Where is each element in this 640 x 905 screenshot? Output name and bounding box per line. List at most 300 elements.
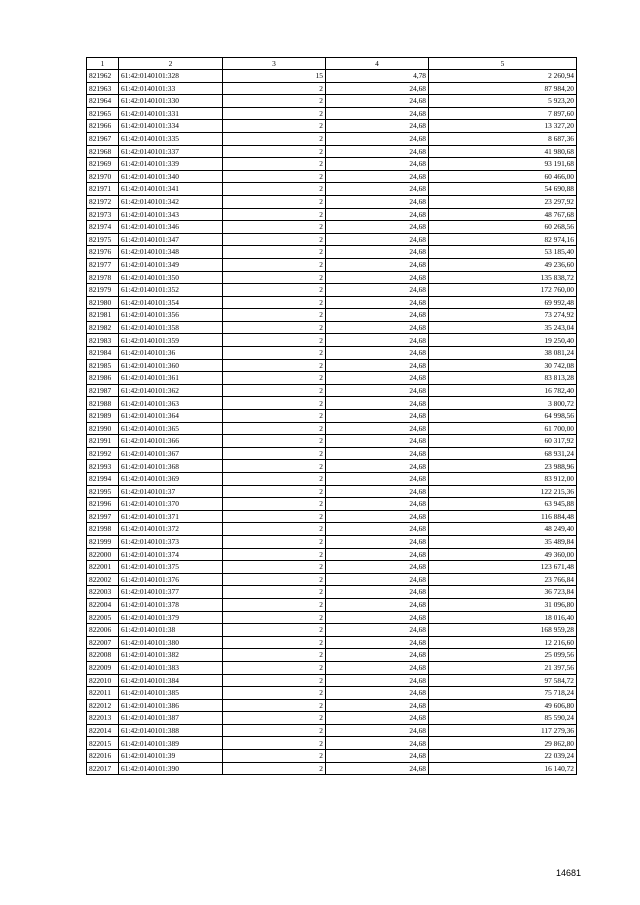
quantity-cell: 2 bbox=[223, 397, 326, 410]
row-number-cell: 822000 bbox=[87, 548, 119, 561]
row-number-cell: 821988 bbox=[87, 397, 119, 410]
amount-cell: 135 838,72 bbox=[429, 271, 577, 284]
cadastral-number-cell: 61:42:0140101:387 bbox=[119, 712, 223, 725]
table-row bbox=[87, 170, 577, 183]
table-row bbox=[87, 485, 577, 498]
quantity-cell: 2 bbox=[223, 737, 326, 750]
data-table bbox=[86, 57, 577, 775]
table-row bbox=[87, 183, 577, 196]
cadastral-number-cell: 61:42:0140101:350 bbox=[119, 271, 223, 284]
quantity-cell: 2 bbox=[223, 548, 326, 561]
amount-cell: 22 039,24 bbox=[429, 750, 577, 763]
row-number-cell: 821978 bbox=[87, 271, 119, 284]
quantity-cell: 2 bbox=[223, 485, 326, 498]
rate-cell: 24,68 bbox=[326, 132, 429, 145]
table-row bbox=[87, 750, 577, 763]
rate-cell: 24,68 bbox=[326, 762, 429, 775]
header-row bbox=[87, 58, 577, 70]
row-number-cell: 822010 bbox=[87, 674, 119, 687]
row-number-cell: 821982 bbox=[87, 321, 119, 334]
rate-cell: 24,68 bbox=[326, 561, 429, 574]
table-row bbox=[87, 95, 577, 108]
row-number-cell: 822006 bbox=[87, 624, 119, 637]
row-number-cell: 821989 bbox=[87, 410, 119, 423]
quantity-cell: 2 bbox=[223, 724, 326, 737]
table-row bbox=[87, 598, 577, 611]
quantity-cell: 2 bbox=[223, 132, 326, 145]
quantity-cell: 2 bbox=[223, 410, 326, 423]
rate-cell: 24,68 bbox=[326, 624, 429, 637]
amount-cell: 53 185,40 bbox=[429, 246, 577, 259]
amount-cell: 16 782,40 bbox=[429, 384, 577, 397]
rate-cell: 24,68 bbox=[326, 321, 429, 334]
quantity-cell: 2 bbox=[223, 321, 326, 334]
cadastral-number-cell: 61:42:0140101:378 bbox=[119, 598, 223, 611]
row-number-cell: 821969 bbox=[87, 158, 119, 171]
quantity-cell: 2 bbox=[223, 611, 326, 624]
table-row bbox=[87, 561, 577, 574]
cadastral-number-cell: 61:42:0140101:380 bbox=[119, 636, 223, 649]
cadastral-number-cell: 61:42:0140101:339 bbox=[119, 158, 223, 171]
rate-cell: 24,68 bbox=[326, 410, 429, 423]
rate-cell: 24,68 bbox=[326, 611, 429, 624]
column-header-2: 2 bbox=[119, 58, 223, 70]
cadastral-number-cell: 61:42:0140101:342 bbox=[119, 195, 223, 208]
amount-cell: 30 742,08 bbox=[429, 359, 577, 372]
row-number-cell: 821987 bbox=[87, 384, 119, 397]
row-number-cell: 821992 bbox=[87, 447, 119, 460]
amount-cell: 49 360,00 bbox=[429, 548, 577, 561]
rate-cell: 24,68 bbox=[326, 573, 429, 586]
rate-cell: 24,68 bbox=[326, 158, 429, 171]
cadastral-number-cell: 61:42:0140101:330 bbox=[119, 95, 223, 108]
quantity-cell: 2 bbox=[223, 145, 326, 158]
cadastral-number-cell: 61:42:0140101:375 bbox=[119, 561, 223, 574]
table-row bbox=[87, 334, 577, 347]
quantity-cell: 2 bbox=[223, 561, 326, 574]
cadastral-number-cell: 61:42:0140101:361 bbox=[119, 372, 223, 385]
amount-cell: 83 813,28 bbox=[429, 372, 577, 385]
amount-cell: 36 723,84 bbox=[429, 586, 577, 599]
table-row bbox=[87, 548, 577, 561]
rate-cell: 24,68 bbox=[326, 661, 429, 674]
cadastral-number-cell: 61:42:0140101:386 bbox=[119, 699, 223, 712]
row-number-cell: 821994 bbox=[87, 473, 119, 486]
row-number-cell: 822016 bbox=[87, 750, 119, 763]
cadastral-number-cell: 61:42:0140101:36 bbox=[119, 347, 223, 360]
amount-cell: 35 243,04 bbox=[429, 321, 577, 334]
table-row bbox=[87, 70, 577, 83]
amount-cell: 87 984,20 bbox=[429, 82, 577, 95]
rate-cell: 24,68 bbox=[326, 95, 429, 108]
rate-cell: 4,78 bbox=[326, 70, 429, 83]
amount-cell: 116 884,48 bbox=[429, 510, 577, 523]
row-number-cell: 821993 bbox=[87, 460, 119, 473]
table-row bbox=[87, 460, 577, 473]
table-row bbox=[87, 535, 577, 548]
row-number-cell: 822007 bbox=[87, 636, 119, 649]
row-number-cell: 821965 bbox=[87, 107, 119, 120]
quantity-cell: 2 bbox=[223, 498, 326, 511]
row-number-cell: 822003 bbox=[87, 586, 119, 599]
rate-cell: 24,68 bbox=[326, 737, 429, 750]
quantity-cell: 2 bbox=[223, 208, 326, 221]
amount-cell: 60 268,56 bbox=[429, 221, 577, 234]
row-number-cell: 821975 bbox=[87, 233, 119, 246]
column-header-5: 5 bbox=[429, 58, 577, 70]
table-row bbox=[87, 158, 577, 171]
quantity-cell: 2 bbox=[223, 384, 326, 397]
cadastral-number-cell: 61:42:0140101:331 bbox=[119, 107, 223, 120]
quantity-cell: 2 bbox=[223, 573, 326, 586]
cadastral-number-cell: 61:42:0140101:363 bbox=[119, 397, 223, 410]
amount-cell: 85 590,24 bbox=[429, 712, 577, 725]
quantity-cell: 2 bbox=[223, 95, 326, 108]
quantity-cell: 2 bbox=[223, 473, 326, 486]
cadastral-number-cell: 61:42:0140101:354 bbox=[119, 296, 223, 309]
cadastral-number-cell: 61:42:0140101:341 bbox=[119, 183, 223, 196]
table-row bbox=[87, 296, 577, 309]
amount-cell: 97 584,72 bbox=[429, 674, 577, 687]
quantity-cell: 2 bbox=[223, 674, 326, 687]
cadastral-number-cell: 61:42:0140101:389 bbox=[119, 737, 223, 750]
quantity-cell: 2 bbox=[223, 636, 326, 649]
rate-cell: 24,68 bbox=[326, 296, 429, 309]
quantity-cell: 2 bbox=[223, 258, 326, 271]
rate-cell: 24,68 bbox=[326, 598, 429, 611]
amount-cell: 2 260,94 bbox=[429, 70, 577, 83]
row-number-cell: 821985 bbox=[87, 359, 119, 372]
table-row bbox=[87, 397, 577, 410]
amount-cell: 82 974,16 bbox=[429, 233, 577, 246]
quantity-cell: 2 bbox=[223, 447, 326, 460]
rate-cell: 24,68 bbox=[326, 649, 429, 662]
row-number-cell: 821995 bbox=[87, 485, 119, 498]
table-row bbox=[87, 321, 577, 334]
cadastral-number-cell: 61:42:0140101:349 bbox=[119, 258, 223, 271]
amount-cell: 8 687,36 bbox=[429, 132, 577, 145]
quantity-cell: 2 bbox=[223, 750, 326, 763]
amount-cell: 73 274,92 bbox=[429, 309, 577, 322]
quantity-cell: 2 bbox=[223, 120, 326, 133]
cadastral-number-cell: 61:42:0140101:346 bbox=[119, 221, 223, 234]
cadastral-number-cell: 61:42:0140101:335 bbox=[119, 132, 223, 145]
rate-cell: 24,68 bbox=[326, 586, 429, 599]
table-row bbox=[87, 195, 577, 208]
row-number-cell: 821962 bbox=[87, 70, 119, 83]
row-number-cell: 821996 bbox=[87, 498, 119, 511]
cadastral-number-cell: 61:42:0140101:358 bbox=[119, 321, 223, 334]
quantity-cell: 2 bbox=[223, 624, 326, 637]
table-row bbox=[87, 611, 577, 624]
rate-cell: 24,68 bbox=[326, 397, 429, 410]
amount-cell: 48 249,40 bbox=[429, 523, 577, 536]
cadastral-number-cell: 61:42:0140101:369 bbox=[119, 473, 223, 486]
cadastral-number-cell: 61:42:0140101:368 bbox=[119, 460, 223, 473]
cadastral-number-cell: 61:42:0140101:352 bbox=[119, 284, 223, 297]
cadastral-number-cell: 61:42:0140101:373 bbox=[119, 535, 223, 548]
rate-cell: 24,68 bbox=[326, 498, 429, 511]
row-number-cell: 821966 bbox=[87, 120, 119, 133]
amount-cell: 64 998,56 bbox=[429, 410, 577, 423]
amount-cell: 29 862,80 bbox=[429, 737, 577, 750]
quantity-cell: 2 bbox=[223, 598, 326, 611]
cadastral-number-cell: 61:42:0140101:377 bbox=[119, 586, 223, 599]
amount-cell: 35 489,84 bbox=[429, 535, 577, 548]
cadastral-number-cell: 61:42:0140101:371 bbox=[119, 510, 223, 523]
table-row bbox=[87, 120, 577, 133]
rate-cell: 24,68 bbox=[326, 535, 429, 548]
rate-cell: 24,68 bbox=[326, 258, 429, 271]
cadastral-number-cell: 61:42:0140101:384 bbox=[119, 674, 223, 687]
table-row bbox=[87, 573, 577, 586]
rate-cell: 24,68 bbox=[326, 347, 429, 360]
amount-cell: 172 760,00 bbox=[429, 284, 577, 297]
quantity-cell: 2 bbox=[223, 762, 326, 775]
quantity-cell: 2 bbox=[223, 712, 326, 725]
rate-cell: 24,68 bbox=[326, 687, 429, 700]
table-row bbox=[87, 586, 577, 599]
quantity-cell: 15 bbox=[223, 70, 326, 83]
row-number-cell: 821972 bbox=[87, 195, 119, 208]
table-row bbox=[87, 132, 577, 145]
rate-cell: 24,68 bbox=[326, 208, 429, 221]
table-row bbox=[87, 435, 577, 448]
row-number-cell: 822017 bbox=[87, 762, 119, 775]
amount-cell: 23 988,96 bbox=[429, 460, 577, 473]
row-number-cell: 822013 bbox=[87, 712, 119, 725]
row-number-cell: 822012 bbox=[87, 699, 119, 712]
amount-cell: 7 897,60 bbox=[429, 107, 577, 120]
cadastral-number-cell: 61:42:0140101:340 bbox=[119, 170, 223, 183]
row-number-cell: 821979 bbox=[87, 284, 119, 297]
row-number-cell: 821976 bbox=[87, 246, 119, 259]
rate-cell: 24,68 bbox=[326, 674, 429, 687]
rate-cell: 24,68 bbox=[326, 460, 429, 473]
page-number: 14681 bbox=[556, 868, 582, 878]
quantity-cell: 2 bbox=[223, 510, 326, 523]
cadastral-number-cell: 61:42:0140101:383 bbox=[119, 661, 223, 674]
column-header-3: 3 bbox=[223, 58, 326, 70]
rate-cell: 24,68 bbox=[326, 82, 429, 95]
amount-cell: 48 767,68 bbox=[429, 208, 577, 221]
table-row bbox=[87, 737, 577, 750]
quantity-cell: 2 bbox=[223, 246, 326, 259]
amount-cell: 31 096,80 bbox=[429, 598, 577, 611]
row-number-cell: 821990 bbox=[87, 422, 119, 435]
amount-cell: 5 923,20 bbox=[429, 95, 577, 108]
cadastral-number-cell: 61:42:0140101:359 bbox=[119, 334, 223, 347]
rate-cell: 24,68 bbox=[326, 372, 429, 385]
table-row bbox=[87, 624, 577, 637]
table-row bbox=[87, 636, 577, 649]
amount-cell: 61 700,00 bbox=[429, 422, 577, 435]
row-number-cell: 821970 bbox=[87, 170, 119, 183]
rate-cell: 24,68 bbox=[326, 523, 429, 536]
amount-cell: 69 992,48 bbox=[429, 296, 577, 309]
quantity-cell: 2 bbox=[223, 699, 326, 712]
quantity-cell: 2 bbox=[223, 586, 326, 599]
row-number-cell: 821986 bbox=[87, 372, 119, 385]
rate-cell: 24,68 bbox=[326, 107, 429, 120]
table-row bbox=[87, 347, 577, 360]
row-number-cell: 821973 bbox=[87, 208, 119, 221]
row-number-cell: 821981 bbox=[87, 309, 119, 322]
quantity-cell: 2 bbox=[223, 183, 326, 196]
amount-cell: 122 215,36 bbox=[429, 485, 577, 498]
rate-cell: 24,68 bbox=[326, 422, 429, 435]
cadastral-number-cell: 61:42:0140101:374 bbox=[119, 548, 223, 561]
table-row bbox=[87, 258, 577, 271]
amount-cell: 63 945,88 bbox=[429, 498, 577, 511]
row-number-cell: 821964 bbox=[87, 95, 119, 108]
amount-cell: 54 690,88 bbox=[429, 183, 577, 196]
quantity-cell: 2 bbox=[223, 296, 326, 309]
quantity-cell: 2 bbox=[223, 661, 326, 674]
cadastral-number-cell: 61:42:0140101:385 bbox=[119, 687, 223, 700]
quantity-cell: 2 bbox=[223, 523, 326, 536]
cadastral-number-cell: 61:42:0140101:337 bbox=[119, 145, 223, 158]
quantity-cell: 2 bbox=[223, 221, 326, 234]
rate-cell: 24,68 bbox=[326, 485, 429, 498]
amount-cell: 49 236,60 bbox=[429, 258, 577, 271]
quantity-cell: 2 bbox=[223, 372, 326, 385]
amount-cell: 12 216,60 bbox=[429, 636, 577, 649]
cadastral-number-cell: 61:42:0140101:366 bbox=[119, 435, 223, 448]
row-number-cell: 822008 bbox=[87, 649, 119, 662]
table-body bbox=[87, 70, 577, 775]
row-number-cell: 821984 bbox=[87, 347, 119, 360]
rate-cell: 24,68 bbox=[326, 145, 429, 158]
table-row bbox=[87, 208, 577, 221]
row-number-cell: 821968 bbox=[87, 145, 119, 158]
row-number-cell: 821999 bbox=[87, 535, 119, 548]
quantity-cell: 2 bbox=[223, 284, 326, 297]
rate-cell: 24,68 bbox=[326, 384, 429, 397]
amount-cell: 21 397,56 bbox=[429, 661, 577, 674]
table-row bbox=[87, 309, 577, 322]
rate-cell: 24,68 bbox=[326, 284, 429, 297]
table-row bbox=[87, 649, 577, 662]
table-row bbox=[87, 523, 577, 536]
quantity-cell: 2 bbox=[223, 158, 326, 171]
table-row bbox=[87, 82, 577, 95]
amount-cell: 168 959,28 bbox=[429, 624, 577, 637]
quantity-cell: 2 bbox=[223, 460, 326, 473]
cadastral-number-cell: 61:42:0140101:360 bbox=[119, 359, 223, 372]
table-row bbox=[87, 246, 577, 259]
row-number-cell: 821974 bbox=[87, 221, 119, 234]
cadastral-number-cell: 61:42:0140101:37 bbox=[119, 485, 223, 498]
quantity-cell: 2 bbox=[223, 107, 326, 120]
rate-cell: 24,68 bbox=[326, 271, 429, 284]
table-row bbox=[87, 510, 577, 523]
quantity-cell: 2 bbox=[223, 170, 326, 183]
row-number-cell: 821980 bbox=[87, 296, 119, 309]
amount-cell: 25 099,56 bbox=[429, 649, 577, 662]
cadastral-number-cell: 61:42:0140101:348 bbox=[119, 246, 223, 259]
row-number-cell: 821997 bbox=[87, 510, 119, 523]
rate-cell: 24,68 bbox=[326, 233, 429, 246]
row-number-cell: 821991 bbox=[87, 435, 119, 448]
rate-cell: 24,68 bbox=[326, 334, 429, 347]
quantity-cell: 2 bbox=[223, 435, 326, 448]
amount-cell: 23 766,84 bbox=[429, 573, 577, 586]
table-row bbox=[87, 699, 577, 712]
amount-cell: 18 016,40 bbox=[429, 611, 577, 624]
quantity-cell: 2 bbox=[223, 687, 326, 700]
rate-cell: 24,68 bbox=[326, 309, 429, 322]
cadastral-number-cell: 61:42:0140101:328 bbox=[119, 70, 223, 83]
table-row bbox=[87, 271, 577, 284]
cadastral-number-cell: 61:42:0140101:39 bbox=[119, 750, 223, 763]
table-row bbox=[87, 410, 577, 423]
amount-cell: 38 081,24 bbox=[429, 347, 577, 360]
quantity-cell: 2 bbox=[223, 649, 326, 662]
row-number-cell: 822014 bbox=[87, 724, 119, 737]
table-row bbox=[87, 233, 577, 246]
row-number-cell: 821983 bbox=[87, 334, 119, 347]
rate-cell: 24,68 bbox=[326, 750, 429, 763]
amount-cell: 60 317,92 bbox=[429, 435, 577, 448]
row-number-cell: 822015 bbox=[87, 737, 119, 750]
rate-cell: 24,68 bbox=[326, 636, 429, 649]
table-row bbox=[87, 447, 577, 460]
table-row bbox=[87, 498, 577, 511]
quantity-cell: 2 bbox=[223, 195, 326, 208]
table-row bbox=[87, 359, 577, 372]
row-number-cell: 821971 bbox=[87, 183, 119, 196]
row-number-cell: 822004 bbox=[87, 598, 119, 611]
amount-cell: 117 279,36 bbox=[429, 724, 577, 737]
rate-cell: 24,68 bbox=[326, 447, 429, 460]
amount-cell: 123 671,48 bbox=[429, 561, 577, 574]
cadastral-number-cell: 61:42:0140101:365 bbox=[119, 422, 223, 435]
amount-cell: 16 140,72 bbox=[429, 762, 577, 775]
cadastral-number-cell: 61:42:0140101:379 bbox=[119, 611, 223, 624]
rate-cell: 24,68 bbox=[326, 120, 429, 133]
table-header bbox=[87, 58, 577, 70]
table-row bbox=[87, 372, 577, 385]
cadastral-number-cell: 61:42:0140101:347 bbox=[119, 233, 223, 246]
amount-cell: 13 327,20 bbox=[429, 120, 577, 133]
quantity-cell: 2 bbox=[223, 422, 326, 435]
row-number-cell: 822011 bbox=[87, 687, 119, 700]
cadastral-number-cell: 61:42:0140101:364 bbox=[119, 410, 223, 423]
rate-cell: 24,68 bbox=[326, 473, 429, 486]
rate-cell: 24,68 bbox=[326, 359, 429, 372]
column-header-1: 1 bbox=[87, 58, 119, 70]
quantity-cell: 2 bbox=[223, 334, 326, 347]
cadastral-number-cell: 61:42:0140101:334 bbox=[119, 120, 223, 133]
table-row bbox=[87, 674, 577, 687]
quantity-cell: 2 bbox=[223, 535, 326, 548]
table-row bbox=[87, 384, 577, 397]
table-row bbox=[87, 221, 577, 234]
rate-cell: 24,68 bbox=[326, 712, 429, 725]
quantity-cell: 2 bbox=[223, 271, 326, 284]
cadastral-number-cell: 61:42:0140101:372 bbox=[119, 523, 223, 536]
amount-cell: 41 980,68 bbox=[429, 145, 577, 158]
amount-cell: 49 606,80 bbox=[429, 699, 577, 712]
table-row bbox=[87, 473, 577, 486]
rate-cell: 24,68 bbox=[326, 183, 429, 196]
table-row bbox=[87, 661, 577, 674]
quantity-cell: 2 bbox=[223, 309, 326, 322]
table-row bbox=[87, 145, 577, 158]
quantity-cell: 2 bbox=[223, 347, 326, 360]
amount-cell: 3 800,72 bbox=[429, 397, 577, 410]
